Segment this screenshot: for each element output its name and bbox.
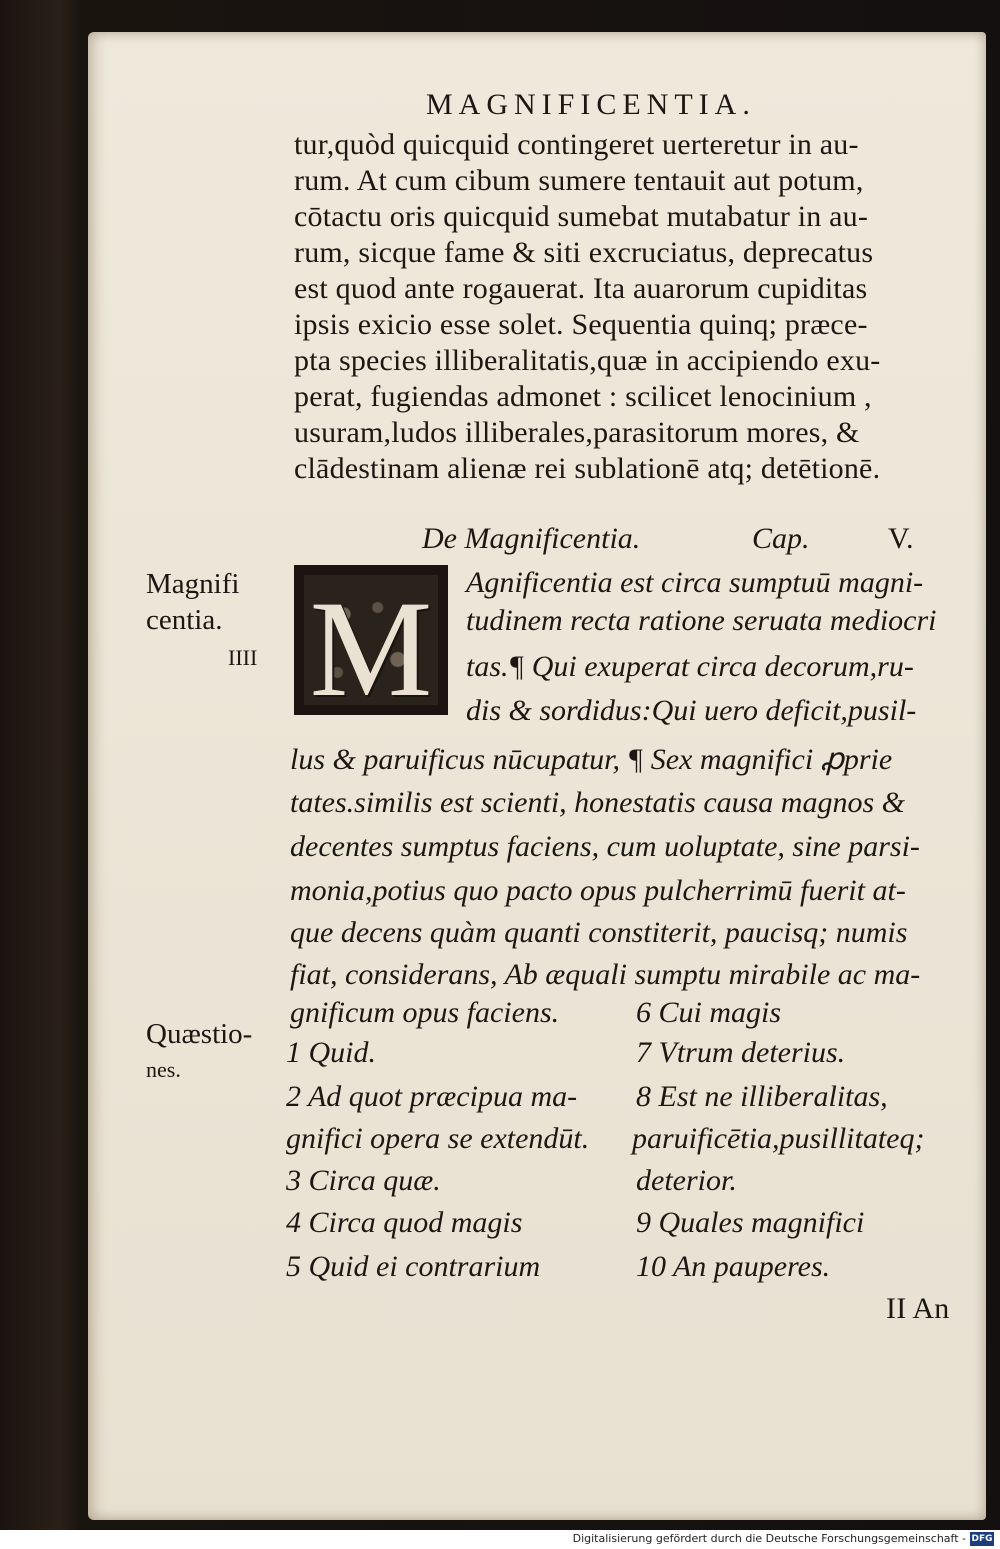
italic-line: decentes sumptus faciens, cum uoluptate, sine parsi- xyxy=(290,830,920,863)
question-item: 4 Circa quod magis xyxy=(286,1206,523,1239)
catchword: II An xyxy=(886,1292,950,1325)
dfg-logo-icon: DFG xyxy=(971,1534,993,1544)
question-item: 5 Quid ei contrarium xyxy=(286,1250,541,1283)
question-item: paruificētia,pusillitateq; xyxy=(632,1122,925,1155)
footer-credit: Digitalisierung gefördert durch die Deutsche Forschungsgemeinschaft - xyxy=(572,1532,966,1545)
initial-letter: M xyxy=(309,572,433,725)
italic-line: fiat, considerans, Ab æquali sumptu mirabile ac ma- xyxy=(290,958,921,991)
italic-line: lus & paruificus nūcupatur, ¶ Sex magnifici ꝓprie xyxy=(290,743,893,776)
italic-line: tudinem recta ratione seruata mediocri xyxy=(466,604,937,637)
italic-line: tas.¶ Qui exuperat circa decorum,ru- xyxy=(466,650,914,683)
chapter-title: De Magnificentia. xyxy=(422,522,641,555)
decorated-initial xyxy=(294,565,448,725)
question-item: 10 An pauperes. xyxy=(636,1250,831,1283)
body-line: cōtactu oris quicquid sumebat mutabatur in au- xyxy=(294,200,869,233)
body-line: clādestinam alienæ rei sublationē atq; detētionē. xyxy=(294,452,881,485)
margin-note-number: IIII xyxy=(228,645,258,670)
italic-line: dis & sordidus:Qui uero deficit,pusil- xyxy=(466,694,917,727)
question-item: 9 Quales magnifici xyxy=(636,1206,865,1239)
question-item: 7 Vtrum deterius. xyxy=(636,1036,846,1069)
question-item: 3 Circa quæ. xyxy=(286,1164,441,1197)
question-item: gnifici opera se extendūt. xyxy=(286,1122,590,1155)
running-head: MAGNIFICENTIA. xyxy=(426,88,756,121)
italic-line: gnificum opus faciens. xyxy=(290,996,560,1029)
body-line: rum, sicque fame & siti excruciatus, deprecatus xyxy=(294,236,874,269)
body-line: perat, fugiendas admonet : scilicet lenocinium , xyxy=(294,380,872,413)
margin-note-magnificentia: Magnifi xyxy=(146,568,240,600)
question-item: deterior. xyxy=(636,1164,737,1197)
body-line: usuram,ludos illiberales,parasitorum mores, & xyxy=(294,416,860,449)
chapter-cap: Cap. xyxy=(752,522,810,555)
question-item: 2 Ad quot præcipua ma- xyxy=(286,1080,578,1113)
margin-note-quaestiones: nes. xyxy=(146,1057,181,1082)
question-item: 1 Quid. xyxy=(286,1036,376,1069)
italic-line: Agnificentia est circa sumptuū magni- xyxy=(466,566,924,599)
body-line: tur,quòd quicquid contingeret uerteretur in au- xyxy=(294,128,859,161)
chapter-number: V. xyxy=(888,522,914,555)
italic-line: tates.similis est scienti, honestatis causa magnos & xyxy=(290,786,905,819)
body-line: est quod ante rogauerat. Ita auarorum cupiditas xyxy=(294,272,868,305)
question-item: 6 Cui magis xyxy=(636,996,782,1029)
margin-note-quaestiones: Quæstio- xyxy=(146,1018,253,1050)
question-item: 8 Est ne illiberalitas, xyxy=(636,1080,888,1113)
italic-line: que decens quàm quanti constiterit, paucisq; numis xyxy=(290,916,908,949)
body-line: ipsis exicio esse solet. Sequentia quinq; præce- xyxy=(294,308,868,341)
italic-line: monia,potius quo pacto opus pulcherrimū fuerit at- xyxy=(290,874,906,907)
body-line: rum. At cum cibum sumere tentauit aut potum, xyxy=(294,164,864,197)
body-line: pta species illiberalitatis,quæ in accipiendo exu- xyxy=(294,344,881,377)
initial-ornament xyxy=(304,572,438,725)
margin-note-magnificentia: centia. xyxy=(146,604,223,636)
